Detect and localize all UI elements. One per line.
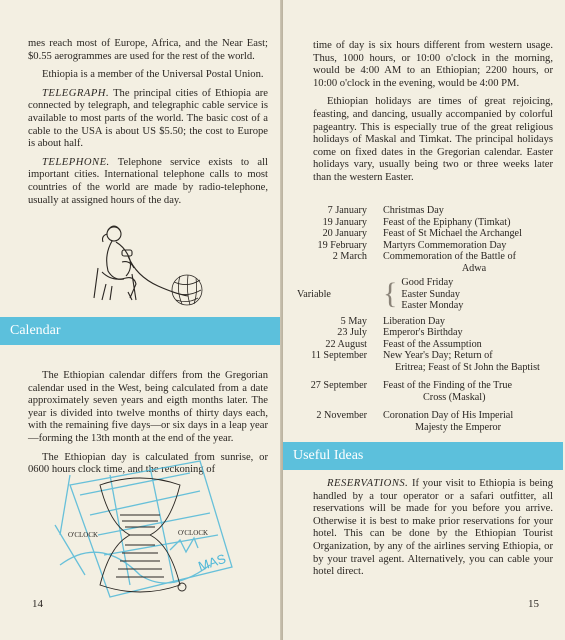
holiday-name-line: Coronation Day of His Imperial (383, 410, 514, 421)
variable-label: Variable (297, 288, 331, 300)
right-top-column (313, 40, 553, 191)
holiday-row (295, 240, 553, 252)
reservations-column (313, 478, 553, 585)
calendar-section-title: Calendar (10, 323, 61, 338)
postal-paragraph: mes reach most of Europe, Africa, and the Near East; $0.55 aerogrammes are used for the rest of the world. (28, 38, 268, 62)
holiday-date: 2 March (332, 251, 367, 262)
telephone-man-illustration (92, 222, 212, 312)
holiday-name-line: New Year's Day; Return of (383, 350, 493, 361)
holiday-date: 23 July (337, 327, 367, 338)
holiday-name: Good Friday (401, 277, 454, 288)
telegraph-text: The principal cities of Ethiopia are connected by telegraph, and telegraphic cable service is available to most parts of the world. The basic cost of a cable to the USA is about US $5.50; the cost to Europe is about half. (28, 87, 268, 150)
holidays-paragraph: Ethiopian holidays are times of great rejoicing, feasting, and dancing, usually accompanied by colorful pageantry. This is especially true of the great religious holidays of Maskal and Timkat. The principal holidays come on fixed dates in the Gregorian calendar. Easter holidays vary, usually being two or three weeks later than the western Easter. (313, 96, 553, 183)
calendar-section-band (0, 317, 280, 345)
reservations-text: If your visit to Ethiopia is being handled by a tour operator or a safari outfitter, all reservations will be made for you before you arrive. Otherwise it is best to make prior reservations for your hotel. This can be done by the Ethiopian Tourist Organization, by any of the airlines serving Ethiopia, or by your travel agent. Alternatively, you can cable your hotel direct. (313, 478, 553, 578)
holiday-name: Easter Monday (401, 300, 464, 311)
variable-holiday-group (295, 277, 553, 312)
holiday-row (295, 380, 553, 403)
holiday-date: 22 August (325, 338, 367, 350)
calendar-paragraph-2: The Ethiopian day is calculated from sunrise, or 0600 hours clock time, and the reckoning of (28, 451, 268, 476)
holiday-name: Martyrs Commemoration Day (383, 239, 507, 251)
holiday-row (295, 339, 553, 351)
holiday-row (295, 350, 553, 373)
telephone-paragraph (28, 157, 268, 207)
holiday-row (295, 217, 553, 229)
holiday-list (295, 205, 553, 433)
holiday-date: 7 January (327, 205, 367, 216)
page-number-left: 14 (32, 598, 43, 610)
holiday-name-continuation: Eritrea; Feast of St John the Baptist (395, 361, 540, 373)
holiday-name-line: Feast of the Finding of the True (383, 380, 513, 391)
useful-ideas-section-band (283, 442, 563, 470)
holiday-date: 2 November (316, 410, 367, 421)
clock-label-left: O'CLOCK (68, 531, 99, 539)
holiday-date: 11 September (311, 350, 367, 361)
telegraph-paragraph (28, 88, 268, 151)
holiday-name: Christmas Day (383, 205, 444, 216)
holiday-name-continuation: Cross (Maskal) (423, 391, 486, 403)
holiday-row (295, 316, 553, 328)
useful-ideas-title: Useful Ideas (293, 448, 364, 463)
brace-icon: { (383, 277, 398, 311)
holiday-name: Feast of St Michael the Archangel (383, 228, 522, 239)
page-number-right: 15 (528, 598, 539, 610)
holiday-row (295, 327, 553, 339)
holiday-date: 5 May (340, 315, 367, 327)
holiday-name (383, 350, 553, 373)
holiday-name: Liberation Day (383, 315, 445, 327)
reservations-heading: RESERVATIONS. (327, 478, 409, 489)
clock-label-right: O'CLOCK (178, 529, 209, 537)
holiday-date: 20 January (322, 228, 367, 239)
calendar-sketch-illustration (50, 455, 240, 605)
holiday-name: Feast of the Assumption (383, 338, 482, 350)
telegraph-heading: TELEGRAPH. (42, 87, 110, 99)
holiday-name: Easter Sunday (401, 288, 460, 300)
reservations-paragraph (313, 478, 553, 579)
telephone-text: Telephone service exists to all important cities. International telephone calls to most countries of the world are made by radio-telephone, usually at assigned hours of the day. (28, 156, 268, 206)
holiday-name-continuation: Majesty the Emperor (415, 421, 502, 433)
holiday-name (383, 380, 553, 403)
time-paragraph: time of day is six hours different from western usage. Thus, 1000 hours, or 10:00 o'clock in the morning, would be 4:00 AM to an Ethiopian; 2200 hours, or 10:00 o'clock in the evening, would be 4:00 PM. (313, 40, 553, 89)
holiday-row (295, 251, 553, 274)
sketch-word: MAS (196, 550, 228, 574)
holiday-row (295, 205, 553, 217)
holiday-name-line: Commemoration of the Battle of (383, 251, 516, 262)
calendar-paragraph-1: The Ethiopian calendar differs from the Gregorian calendar used in the West, being calculated from a date approximately seven years and eigth months later. The year is divided into twelve months of thirty days each, with the remaining five days—or six days in a leap year—forming the 13th month at the end of the year. (28, 370, 268, 444)
variable-holiday-names (401, 277, 463, 312)
holiday-date: 19 February (317, 239, 367, 251)
holiday-row (295, 228, 553, 240)
telephone-heading: TELEPHONE. (42, 156, 110, 168)
upu-paragraph: Ethiopia is a member of the Universal Postal Union. (42, 69, 264, 81)
holiday-name: Emperor's Birthday (383, 327, 463, 338)
left-top-column (28, 38, 268, 213)
holiday-date: 27 September (310, 380, 367, 391)
holiday-name (383, 410, 553, 433)
holiday-name (383, 251, 553, 274)
holiday-row (295, 410, 553, 433)
holiday-name: Feast of the Epiphany (Timkat) (383, 216, 511, 228)
holiday-date: 19 January (322, 216, 367, 228)
right-page (283, 0, 565, 640)
left-page (0, 0, 282, 640)
holiday-name-continuation: Adwa (461, 262, 487, 274)
